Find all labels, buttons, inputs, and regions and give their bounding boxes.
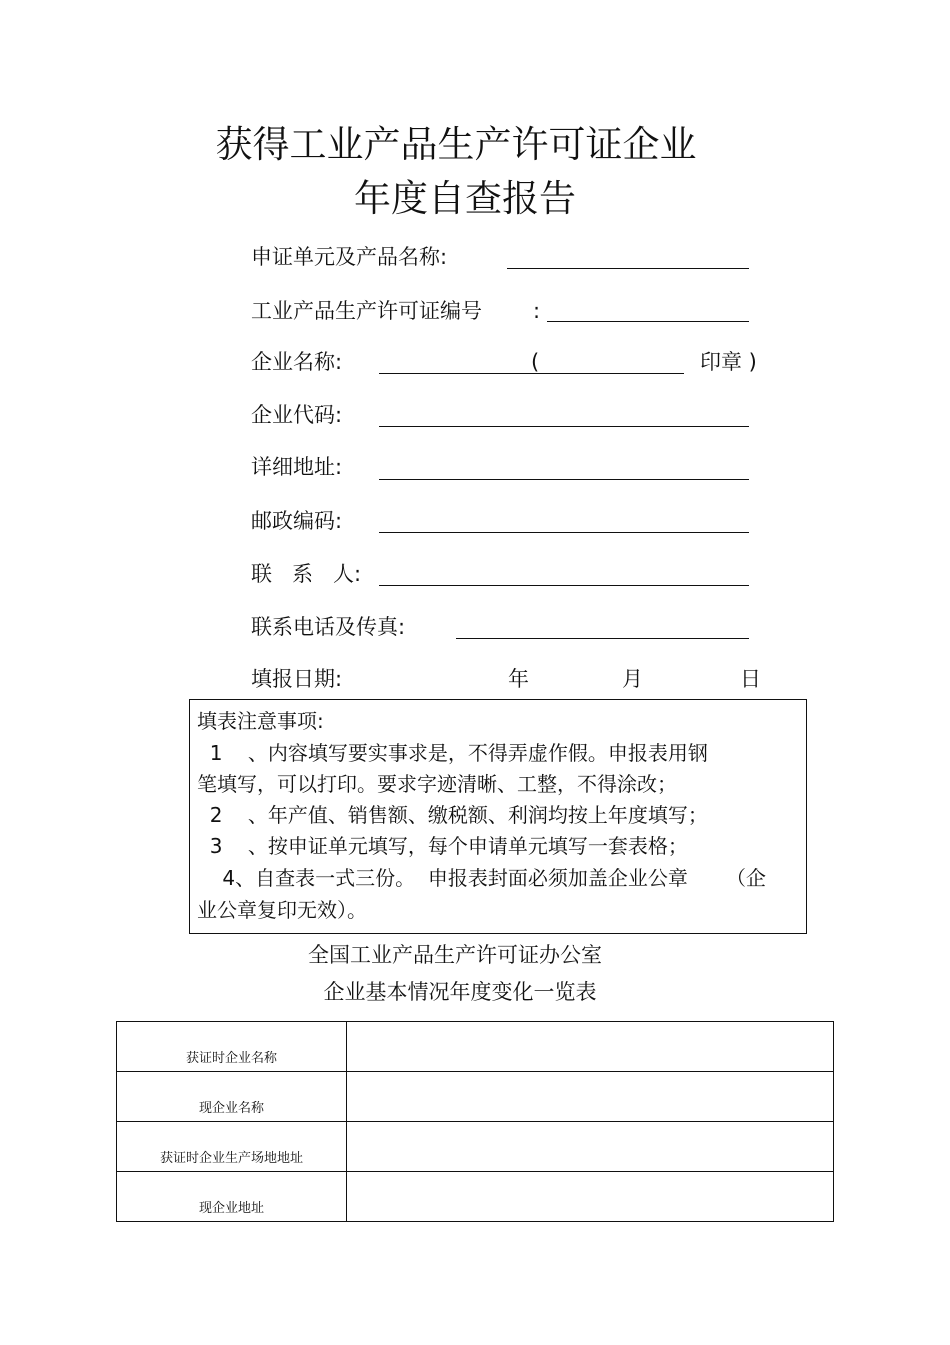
license-number-label: 工业产品生产许可证编号 <box>251 299 482 323</box>
notes-line: 4、自查表一式三份。 申报表封面必须加盖企业公章 （企 <box>197 866 767 890</box>
table-row <box>117 1022 834 1072</box>
unit-product-field[interactable] <box>507 268 749 269</box>
company-code-field[interactable] <box>379 426 749 427</box>
table-row <box>117 1072 834 1122</box>
table-row <box>117 1172 834 1222</box>
report-title-line-1: 获得工业产品生产许可证企业 <box>215 123 697 166</box>
notes-line: 业公章复印无效）。 <box>197 898 367 922</box>
notes-box <box>189 699 807 934</box>
row-label: 现企业名称 <box>117 1072 347 1122</box>
seal-open-paren: ( <box>531 350 540 374</box>
notes-line: 笔填写，可以打印。要求字迹清晰、工整，不得涂改； <box>197 772 677 796</box>
company-name-label: 企业名称: <box>251 350 343 374</box>
date-day-label: 日 <box>740 667 761 691</box>
row-label: 现企业地址 <box>117 1172 347 1222</box>
phone-fax-label: 联系电话及传真: <box>251 615 406 639</box>
table-title: 企业基本情况年度变化一览表 <box>323 980 597 1004</box>
address-field[interactable] <box>379 479 749 480</box>
postcode-label: 邮政编码: <box>251 509 343 533</box>
notes-line: 3 、按申证单元填写，每个申请单元填写一套表格； <box>197 834 688 858</box>
unit-product-label: 申证单元及产品名称: <box>251 245 448 269</box>
row-value-cell[interactable] <box>347 1022 834 1072</box>
report-title-line-2: 年度自查报告 <box>354 177 576 220</box>
company-info-table <box>116 1021 834 1222</box>
row-value-cell[interactable] <box>347 1072 834 1122</box>
notes-line: 2 、年产值、销售额、缴税额、利润均按上年度填写； <box>197 803 708 827</box>
license-number-colon: : <box>533 299 541 323</box>
row-value-cell[interactable] <box>347 1122 834 1172</box>
row-label: 获证时企业名称 <box>117 1022 347 1072</box>
contact-person-label: 联 系 人: <box>251 562 362 586</box>
contact-person-field[interactable] <box>379 585 749 586</box>
license-number-field[interactable] <box>547 321 749 322</box>
company-code-label: 企业代码: <box>251 403 343 427</box>
fill-date-label: 填报日期: <box>251 667 343 691</box>
date-year-label: 年 <box>508 667 529 691</box>
postcode-field[interactable] <box>379 532 749 533</box>
table-row <box>117 1122 834 1172</box>
address-label: 详细地址: <box>251 455 343 479</box>
date-month-label: 月 <box>622 667 643 691</box>
phone-fax-field[interactable] <box>456 638 749 639</box>
notes-line: 1 、内容填写要实事求是，不得弄虚作假。申报表用钢 <box>197 741 708 765</box>
office-name: 全国工业产品生产许可证办公室 <box>308 943 602 967</box>
row-value-cell[interactable] <box>347 1172 834 1222</box>
notes-heading: 填表注意事项: <box>197 709 324 733</box>
seal-label: 印章 ) <box>700 350 757 374</box>
row-label: 获证时企业生产场地地址 <box>117 1122 347 1172</box>
